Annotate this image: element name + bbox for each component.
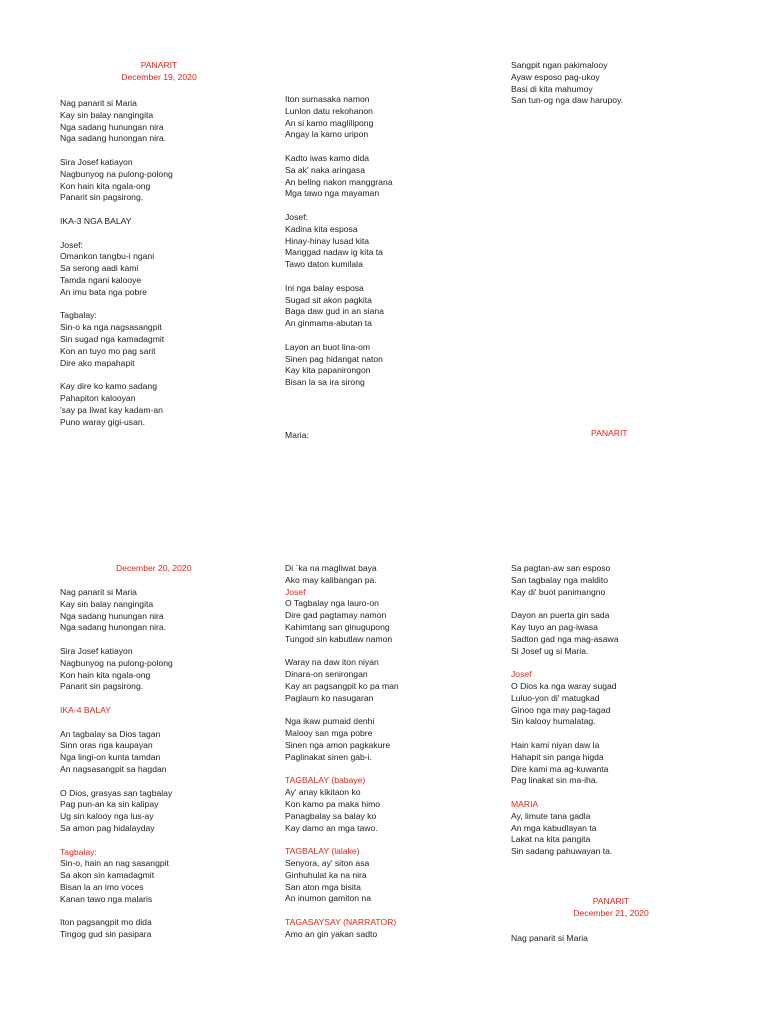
stanza-gap	[60, 906, 173, 918]
verse-column-bottom-3	[511, 563, 619, 858]
stanza-gap	[60, 835, 173, 847]
verse-line: Bisan la sa ira sirong	[285, 377, 365, 388]
verse-line: An ginmama-abutan ta	[285, 318, 372, 329]
maria-label: Maria:	[285, 430, 309, 440]
verse-line: Kay di' buot panimangno	[511, 586, 606, 597]
verse-line: Dayon an puerta gin sada	[511, 610, 610, 621]
verse-line: Nga lingi-on kunta tamdan	[60, 752, 161, 763]
verse-line: Ako may kalibangan pa.	[285, 574, 377, 585]
verse-line: Kanan tawo nga malaris	[60, 893, 153, 904]
speaker-label: Tagbalay:	[60, 846, 97, 857]
verse-line: Senyora, ay' siton asa	[285, 857, 370, 868]
heading-date: December 19, 2020	[121, 71, 197, 82]
verse-line: IKA-3 NGA BALAY	[60, 215, 132, 226]
verse-line: O Tagbalay nga lauro-on	[285, 598, 379, 609]
verse-line: Pag linakat sin ma-iha.	[511, 775, 598, 786]
verse-line: Ay, limute tana gadla	[511, 810, 591, 821]
verse-line: Kay damo an mga tawo.	[285, 822, 378, 833]
speaker-label: TAGBALAY (babaye)	[285, 775, 366, 786]
verse-line: An tagbalay sa Dios tagan	[60, 728, 161, 739]
verse-line: Nagbunyog na pulong-polong	[60, 657, 173, 668]
verse-line: San tun-og nga daw harupoy.	[511, 95, 624, 106]
verse-line: Si Josef ug si Maria.	[511, 645, 589, 656]
verse-line: Puno waray gigi-usan.	[60, 416, 146, 427]
verse-line: Hahapit sin panga higda	[511, 751, 604, 762]
verse-line: Kay sin balay nangingita	[60, 598, 154, 609]
speaker-label: TAGBALAY (lalake)	[285, 846, 360, 857]
heading-title: PANARIT	[592, 896, 630, 906]
verse-line: Panarit sin pagsirong.	[60, 192, 144, 203]
stanza-gap	[60, 204, 173, 216]
verse-line: Sin-o ka nga nagsasangpit	[60, 322, 162, 333]
verse-line: Di `ka na magliwat baya	[285, 563, 377, 573]
verse-line: An beling nakon manggrana	[285, 176, 393, 187]
verse-line: Nga sadang hunongan nira.	[60, 622, 167, 633]
stanza-gap	[511, 787, 619, 799]
verse-line: Dinara-on senirongan	[285, 669, 368, 680]
verse-line: Sin-o, hain an nag sasangpit	[60, 858, 169, 869]
verse-line: Hinay-hinay lusad kita	[285, 235, 370, 246]
verse-line: Ini nga balay esposa	[285, 282, 364, 293]
speaker-label: MARIA	[511, 798, 539, 809]
verse-line: Ayaw esposo pag-ukoy	[511, 71, 600, 82]
verse-line: Nga ikaw pumaid denhi	[285, 716, 375, 727]
verse-line: Kay sin balay nangingita	[60, 109, 154, 120]
speaker-label: TAGASAYSAY (NARRATOR)	[285, 916, 397, 927]
verse-column-top-3	[511, 60, 623, 107]
stanza-gap	[511, 728, 619, 740]
stanza-gap	[60, 228, 173, 240]
verse-line: Dire kami ma ag-kuwanta	[511, 763, 609, 774]
verse-line: Mga tawo nga mayaman	[285, 188, 380, 199]
verse-line: Sinn oras nga kaupayan	[60, 740, 153, 751]
verse-line: Sangpit ngan pakimalooy	[511, 60, 608, 70]
verse-line: Hain kami niyan daw la	[511, 739, 600, 750]
verse-line: An si kamo maglilipong	[285, 117, 374, 128]
verse-line: O Dios, grasyas san tagbalay	[60, 787, 173, 798]
stanza-gap	[60, 299, 173, 311]
verse-line: Dire gad pagtamay namon	[285, 610, 387, 621]
verse-line: O Dios ka nga waray sugad	[511, 680, 617, 691]
stanza-gap	[285, 705, 399, 717]
verse-line: Tamda ngani kalooye	[60, 274, 142, 285]
stanza-gap	[60, 145, 173, 157]
heading-dec21	[560, 896, 662, 920]
stanza-gap	[285, 141, 393, 153]
verse-line: Manggad nadaw ig kita ta	[285, 247, 383, 258]
verse-line: An imu bata nga pobre	[60, 286, 147, 297]
speaker-label: Josef	[285, 586, 306, 597]
verse-line: Sugad sit akon pagkita	[285, 294, 372, 305]
verse-line: San tagbalay nga maldito	[511, 574, 608, 585]
verse-column-bottom-1	[60, 587, 173, 941]
stanza-gap	[285, 646, 399, 658]
stanza-gap	[285, 330, 393, 342]
verse-line: Bisan la an imo voces	[60, 881, 144, 892]
verse-line: Ginhuhulat ka na nira	[285, 869, 367, 880]
verse-line: Nga sadang hunongan nira.	[60, 133, 167, 144]
stanza-gap	[60, 693, 173, 705]
verse-line: Panarit sin pagsirong.	[60, 681, 144, 692]
stanza-gap	[511, 657, 619, 669]
verse-line: Sin sugad nga kamadagmit	[60, 333, 165, 344]
verse-line: Sadton gad nga mag-asawa	[511, 633, 619, 644]
verse-line: Sira Josef katiayon	[60, 645, 133, 656]
stanza-gap	[60, 776, 173, 788]
verse-line: Paglinakat sinen gab-i.	[285, 751, 372, 762]
speaker-label: IKA-4 BALAY	[60, 704, 111, 715]
verse-line: Tungod sin kabutlaw namon	[285, 633, 393, 644]
verse-line: San aton mga bisita	[285, 881, 361, 892]
stanza-gap	[285, 271, 393, 283]
verse-line: Waray na daw iton niyan	[285, 657, 379, 668]
verse-line: Nga sadang hunungan nira	[60, 121, 164, 132]
heading-date: December 21, 2020	[573, 907, 649, 918]
verse-line: Baga daw gud in an siana	[285, 306, 384, 317]
verse-line: Layon an buot lina-om	[285, 341, 371, 352]
verse-line: Panagbalay sa balay ko	[285, 810, 377, 821]
heading-panarit-right: PANARIT	[591, 428, 628, 438]
stanza-gap	[285, 905, 399, 917]
verse-line: Kay dire ko kamo sadang	[60, 381, 157, 392]
speaker-label: Josef	[511, 669, 532, 680]
verse-column-top-1	[60, 98, 173, 428]
verse-line: Nag panarit si Maria	[60, 98, 137, 108]
stanza-gap	[285, 764, 399, 776]
verse-line: Sinen nga amon pagkakure	[285, 739, 391, 750]
verse-line: Kon kamo pa maka himo	[285, 798, 381, 809]
verse-line: Tingog gud sin pasipara	[60, 929, 152, 940]
verse-line: Kadina kita esposa	[285, 223, 358, 234]
verse-line: Ug sin kalooy nga lus-ay	[60, 811, 154, 822]
verse-line: Nag panarit si Maria	[60, 587, 137, 597]
verse-line: Kon hain kita ngala-ong	[60, 180, 151, 191]
verse-line: Kon an tuyo mo pag sarit	[60, 345, 156, 356]
verse-line: Pag pun-an ka sin kalipay	[60, 799, 159, 810]
verse-line: Lakat na kita pangita	[511, 834, 591, 845]
verse-line: Josef:	[60, 239, 83, 250]
heading-title: PANARIT	[140, 60, 178, 70]
verse-line: Nagbunyog na pulong-polong	[60, 168, 173, 179]
verse-line: Basi di kita mahumoy	[511, 83, 593, 94]
verse-line: Dire ako mapahapit	[60, 357, 135, 368]
verse-line: Tagbalay:	[60, 310, 97, 321]
verse-line: Ginoo nga may pag-tagad	[511, 704, 611, 715]
verse-line: Ay' anay kikitaon ko	[285, 787, 361, 798]
verse-line: Sin sadang pahuwayan ta.	[511, 846, 613, 857]
verse-line: Iton pagsangpit mo dida	[60, 917, 152, 928]
verse-line: Lunlon datu rekohanon	[285, 105, 373, 116]
verse-line: Sin kalooy humalatag.	[511, 716, 596, 727]
verse-line: Sinen pag hidangat naton	[285, 353, 383, 364]
verse-line: Sa ak' naka aringasa	[285, 164, 365, 175]
verse-line: Sira Josef katiayon	[60, 156, 133, 167]
verse-line: Sa serong aadi kami	[60, 263, 139, 274]
heading-dec20: December 20, 2020	[116, 563, 192, 573]
verse-line: Kahimtang san ginugupong	[285, 621, 390, 632]
verse-column-top-2	[285, 94, 393, 389]
verse-line: Luluo-yon di' matugkad	[511, 692, 600, 703]
stanza-gap	[60, 717, 173, 729]
verse-line: Amo an gin yakan sadto	[285, 928, 378, 939]
verse-line: Nga sadang hunungan nira	[60, 610, 164, 621]
verse-line: Iton sumasaka namon	[285, 94, 370, 104]
verse-line: 'say pa liwat kay kadam-an	[60, 404, 163, 415]
verse-line: Sa pagtan-aw san esposo	[511, 563, 611, 573]
verse-line: Paglaum ko nasugaran	[285, 692, 374, 703]
verse-line: Tawo daton kumilala	[285, 259, 363, 270]
verse-line: Pahapiton kalooyan	[60, 392, 136, 403]
verse-line: Josef:	[285, 211, 308, 222]
verse-line: An nagsasangpit sa hagdan	[60, 763, 167, 774]
verse-line: Kadto iwas kamo dida	[285, 152, 370, 163]
verse-line: An mga kabudlayan ta	[511, 822, 597, 833]
verse-line: Sa amon pag hidalayday	[60, 822, 155, 833]
stanza-gap	[60, 369, 173, 381]
stanza-gap	[285, 834, 399, 846]
verse-line: Kay tuyo an pag-iwasa	[511, 621, 598, 632]
stanza-gap	[60, 634, 173, 646]
verse-line: Omankon tangbu-i ngani	[60, 251, 155, 262]
verse-line: Malooy san mga pobre	[285, 728, 373, 739]
verse-line: Nag panarit si Maria	[511, 933, 588, 943]
verse-line: Kon hain kita ngala-ong	[60, 669, 151, 680]
verse-line: Angay la kamo uripon	[285, 129, 369, 140]
verse-line: An inumon gamiton na	[285, 893, 371, 904]
heading-dec19	[108, 60, 210, 84]
stanza-gap	[511, 598, 619, 610]
verse-line: Kay kita papanirongon	[285, 365, 371, 376]
verse-line: Sa akon sin kamadagmit	[60, 870, 155, 881]
verse-column-bottom-2	[285, 563, 399, 941]
stanza-gap	[285, 200, 393, 212]
verse-line: Kay an pagsangpit ko pa man	[285, 680, 399, 691]
